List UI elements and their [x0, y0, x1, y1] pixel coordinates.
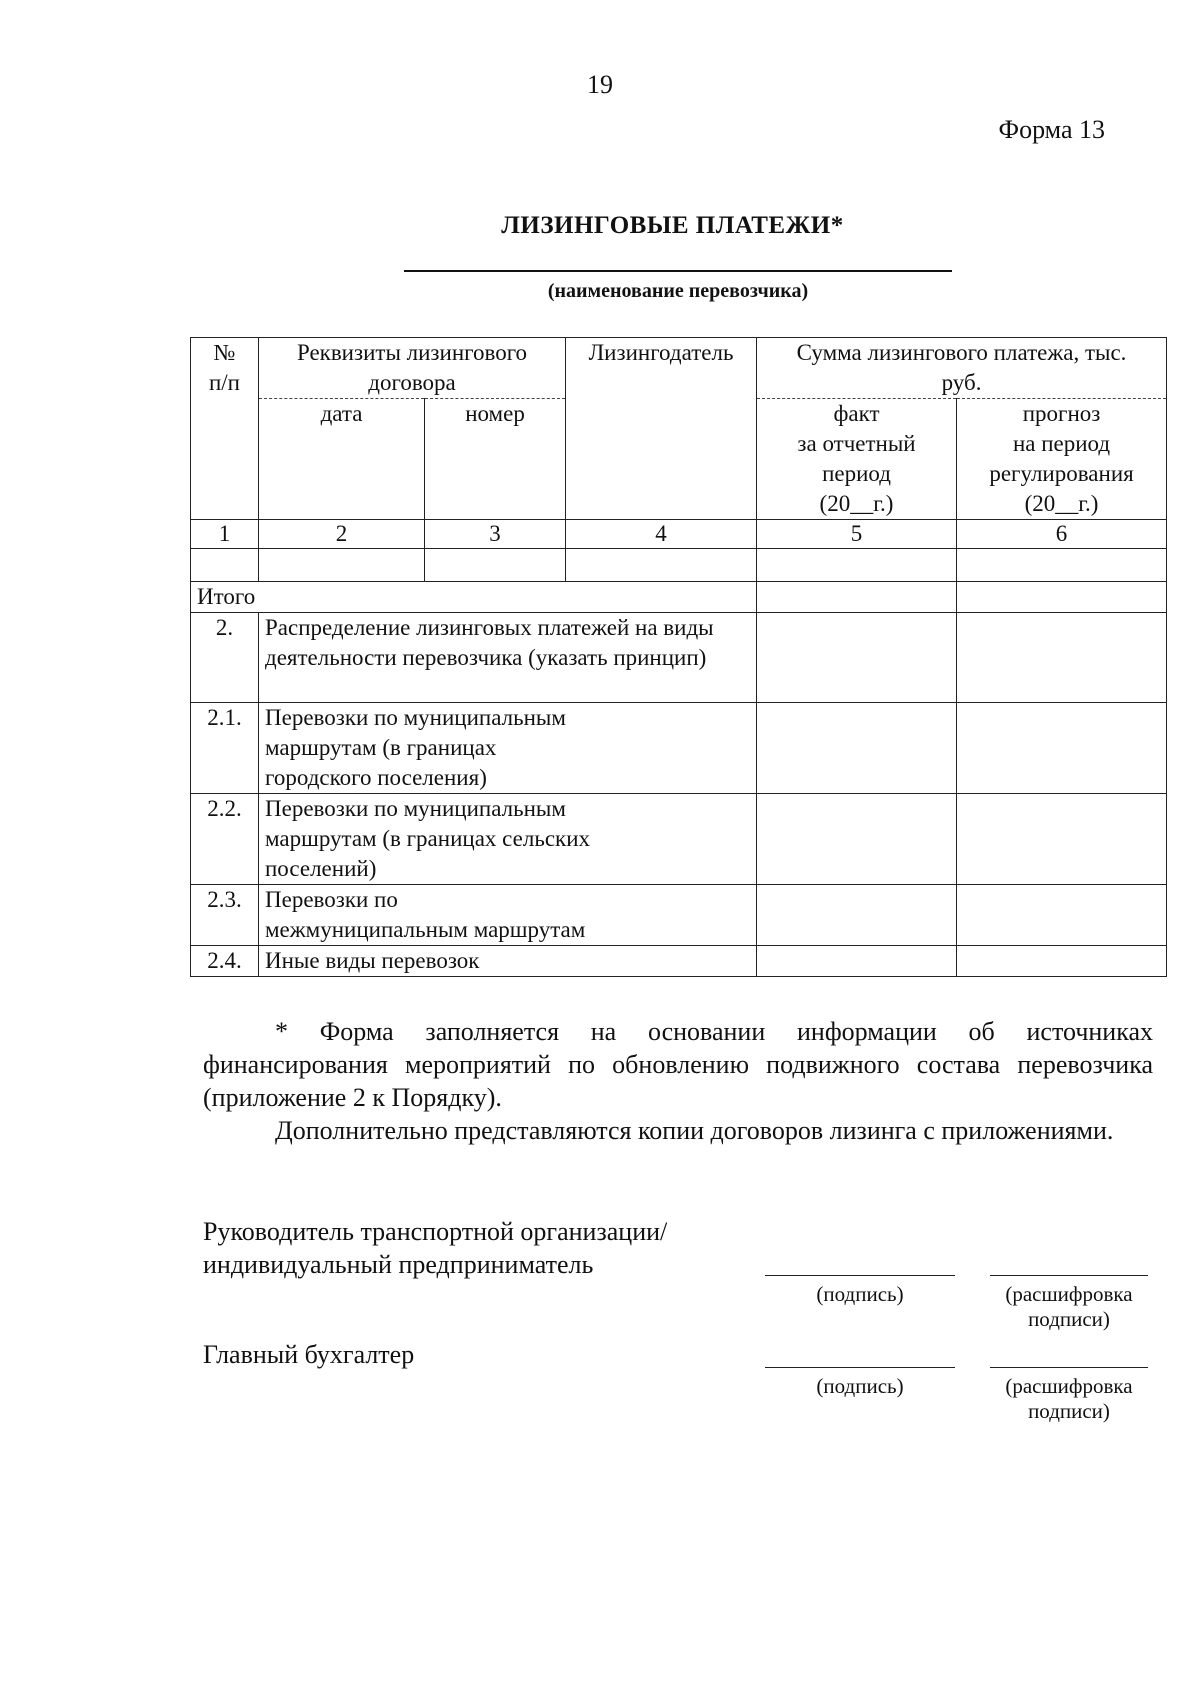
table-row [191, 613, 1167, 703]
empty-cell[interactable] [425, 549, 566, 582]
total-fact-cell[interactable] [757, 582, 957, 613]
empty-cell[interactable] [566, 549, 757, 582]
row-text: Перевозки по межмуниципальным маршрутам [259, 885, 757, 946]
row-num: 2. [191, 613, 259, 703]
table-row [191, 946, 1167, 977]
row-fact-cell[interactable] [757, 703, 957, 794]
header-requisites: Реквизиты лизингового договора [259, 338, 566, 399]
accountant-label: Главный бухгалтер [203, 1340, 415, 1369]
carrier-name-line [404, 270, 952, 272]
row-text: Перевозки по муниципальным маршрутам (в границах сельских поселений) [259, 794, 757, 885]
row-forecast-cell[interactable] [957, 613, 1167, 703]
footnote-paragraph: * Форма заполняется на основании информации об источниках финансирования мероприятий по обновлению подвижного состава перевозчика (приложение 2 к Порядку). [203, 1017, 1153, 1112]
row-forecast-cell[interactable] [957, 885, 1167, 946]
header-num: № п/п [191, 338, 259, 520]
column-number: 2 [259, 520, 425, 549]
accountant-decoding-line[interactable] [990, 1367, 1148, 1368]
total-label: Итого [191, 582, 757, 613]
total-forecast-cell[interactable] [957, 582, 1167, 613]
head-signatory-label: Руководитель транспортной организации/ индивидуальный предприниматель [203, 1217, 668, 1279]
empty-cell[interactable] [191, 549, 259, 582]
head-decoding-line[interactable] [990, 1275, 1148, 1276]
column-number: 6 [957, 520, 1167, 549]
table-row [191, 885, 1167, 946]
empty-cell[interactable] [957, 549, 1167, 582]
row-fact-cell[interactable] [757, 613, 957, 703]
header-sum: Сумма лизингового платежа, тыс. руб. [757, 338, 1167, 399]
accountant-signature-line[interactable] [765, 1367, 955, 1368]
row-fact-cell[interactable] [757, 794, 957, 885]
decoding-caption: (расшифровка подписи) [1005, 1374, 1133, 1423]
table-row [191, 794, 1167, 885]
head-signature-line[interactable] [765, 1275, 955, 1276]
signature-caption: (подпись) [816, 1282, 904, 1306]
signature-caption: (подпись) [816, 1374, 904, 1398]
empty-data-row [191, 549, 1167, 582]
page-number: 19 [587, 70, 613, 99]
column-number: 5 [757, 520, 957, 549]
document-title: ЛИЗИНГОВЫЕ ПЛАТЕЖИ* [501, 212, 844, 239]
row-num: 2.3. [191, 885, 259, 946]
column-number: 3 [425, 520, 566, 549]
form-label: Форма 13 [998, 115, 1105, 144]
row-text: Перевозки по муниципальным маршрутам (в границах городского поселения) [259, 703, 757, 794]
row-forecast-cell[interactable] [957, 794, 1167, 885]
decoding-caption: (расшифровка подписи) [1005, 1282, 1133, 1331]
row-num: 2.2. [191, 794, 259, 885]
footnote-paragraph: Дополнительно представляются копии договоров лизинга с приложениями. [275, 1116, 1114, 1145]
row-forecast-cell[interactable] [957, 703, 1167, 794]
row-forecast-cell[interactable] [957, 946, 1167, 977]
row-fact-cell[interactable] [757, 885, 957, 946]
footnote [203, 1015, 1153, 1147]
row-fact-cell[interactable] [757, 946, 957, 977]
header-forecast: прогноз на период регулирования (20__г.) [957, 399, 1167, 520]
column-number: 4 [566, 520, 757, 549]
header-fact: факт за отчетный период (20__г.) [757, 399, 957, 520]
leasing-payments-table [190, 337, 1167, 977]
header-lessor: Лизингодатель [566, 338, 757, 520]
empty-cell[interactable] [757, 549, 957, 582]
column-number: 1 [191, 520, 259, 549]
header-date: дата [259, 399, 425, 520]
row-num: 2.1. [191, 703, 259, 794]
carrier-caption: (наименование перевозчика) [547, 280, 809, 302]
table-row [191, 703, 1167, 794]
row-text: Распределение лизинговых платежей на виды деятельности перевозчика (указать принцип) [259, 613, 757, 703]
total-row [191, 582, 1167, 613]
row-text: Иные виды перевозок [259, 946, 757, 977]
header-number: номер [425, 399, 566, 520]
row-num: 2.4. [191, 946, 259, 977]
empty-cell[interactable] [259, 549, 425, 582]
